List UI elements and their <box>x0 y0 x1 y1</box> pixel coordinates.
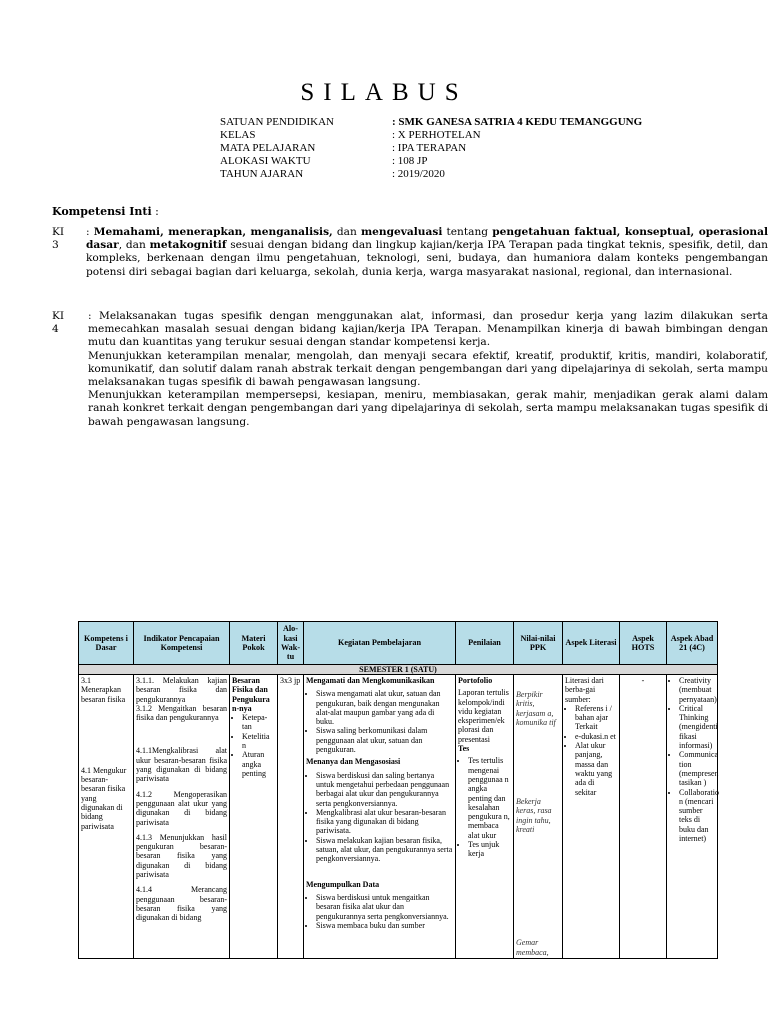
abad21-item: • Critical Thinking (mengidenti fikasi informasi) <box>679 704 715 750</box>
identity-block <box>220 116 642 181</box>
literasi-item: • Alat ukur panjang, massa dan waktu yang ada di sekitar <box>575 741 617 797</box>
ki3-text-1: dan <box>332 226 361 238</box>
indikator-item: 3.1.1. Melakukan kajian besaran fisika dan pengukurannya <box>136 676 227 704</box>
materi-item: • Ketelitia n <box>242 732 275 751</box>
kegiatan-item: • Mengkalibrasi alat ukur besaran-besaran fisika yang digunakan di bidang pariwisata. <box>316 808 453 836</box>
semester-row <box>79 665 718 675</box>
ki4-paragraph-3: Menunjukkan keterampilan mempersepsi, kesiapan, meniru, membiasakan, gerak mahir, menjadikan gerak alami dalam ranah konkret terkait dengan pengembangan dari yang dipelajarinya di sekolah, serta mampu melaksanakan tugas spesifik di bawah pengawasan langsung. <box>88 389 768 428</box>
header-abad21: Aspek Abad 21 (4C) <box>667 622 718 665</box>
cell-kd <box>79 675 134 959</box>
header-indikator: Indikator Pencapaian Kompetensi <box>134 622 230 665</box>
ki3-text-4: sesuai dengan bidang dan lingkup kajian/kerja IPA Terapan pada tingkat teknis, spesifik, detil, dan kompleks, berkenaan dengan ilmu pengetahuan, teknologi, seni, budaya, dan humaniora dalam konteks pengembangan potensi diri sebagai bagian dari keluarga, sekolah, dunia kerja, warga masyarakat nasional, regional, dan internasional. <box>86 239 768 278</box>
penilaian-item: • Tes unjuk kerja <box>468 840 511 859</box>
page-title: SILABUS <box>300 79 468 106</box>
cell-literasi <box>563 675 620 959</box>
indikator-item: 4.1.1Mengkalibrasi alat ukur besaran-besaran fisika yang digunakan di bidang pariwisata <box>136 746 227 784</box>
cell-kegiatan <box>304 675 456 959</box>
ki4-paragraph-2: Menunjukkan keterampilan menalar, mengolah, dan menyaji secara efektif, kreatif, produktif, kritis, mandiri, kolaboratif, komunikatif, dan solutif dalam ranah abstrak terkait dengan pengembangan dari yang dipelajarinya di sekolah, serta mampu melaksanakan tugas spesifik di bawah pengawasan langsung. <box>88 349 768 389</box>
indikator-item: 4.1.3 Menunjukkan hasil pengukuran besaran-besaran fisika yang digunakan di bidang pariwisata <box>136 832 227 880</box>
ki3-bold-2: mengevaluasi <box>360 226 443 238</box>
header-materi: Materi Pokok <box>230 622 278 665</box>
kd-4-1: 4.1 Mengukur besaran-besaran fisika yang digunakan di bidang pariwisata <box>81 765 127 831</box>
kegiatan-heading: Mengumpulkan Data <box>306 879 380 889</box>
ki3-text <box>86 226 768 279</box>
meta-row-kelas <box>220 129 642 142</box>
ki-heading-colon: : <box>151 205 159 218</box>
penilaian-text: Laporan tertulis kelompok/indi vidu kegiatan eksperimen/ek plorasi dan presentasi <box>458 688 509 744</box>
indikator-item: 4.1.4 Merancang penggunaan besaran-besaran fisika yang digunakan di bidang <box>136 885 227 923</box>
cell-waktu: 3x3 jp <box>278 675 304 959</box>
cell-materi <box>230 675 278 959</box>
meta-row-mapel <box>220 142 642 155</box>
ppk-item: Bekerja keras, rasa ingin tahu, kreati <box>516 797 552 835</box>
literasi-item: • Referens i / bahan ajar Terkait <box>575 704 617 732</box>
header-alokasi: Alo-kasi Wak-tu <box>278 622 304 665</box>
meta-label: TAHUN AJARAN <box>220 168 304 180</box>
kegiatan-item: • Siswa berdiskusi dan saling bertanya untuk mengetahui perbedaan penggunaan berbagai alat ukur dan pengukurannya serta pengkonversiannya. <box>316 771 453 808</box>
indikator-item: 3.1.2 Mengaitkan besaran fisika dan pengukurannya <box>136 703 227 723</box>
kegiatan-item: • Siswa berdiskusi untuk mengaitkan besaran fisika alat ukur dan pengukurannya serta pengkonversiannya. <box>316 893 453 921</box>
penilaian-heading: Tes <box>458 744 470 754</box>
meta-value: : SMK GANESA SATRIA 4 KEDU TEMANGGUNG <box>392 116 643 128</box>
meta-value: : 108 JP <box>392 155 428 167</box>
literasi-intro: Literasi dari berba-gai sumber: <box>565 676 604 704</box>
ki3-bold-1: Memahami, menerapkan, menganalisis, <box>93 226 333 238</box>
header-hots: Aspek HOTS <box>620 622 667 665</box>
ki3-text-3: , dan <box>118 239 150 252</box>
meta-label: SATUAN PENDIDIKAN <box>220 116 334 128</box>
meta-row-tahun <box>220 168 642 181</box>
kegiatan-heading: Mengamati dan Mengkomunikasikan <box>306 676 435 685</box>
meta-row-satuan <box>220 116 642 129</box>
ki4-label: KI 4 <box>52 310 65 336</box>
kegiatan-item: • Siswa saling berkomunikasi dalam penggunaan alat ukur, satuan dan pengukuran. <box>316 726 453 754</box>
indikator-item: 4.1.2 Mengoperasikan penggunaan alat ukur yang digunakan di bidang pariwisata <box>136 789 227 827</box>
kegiatan-item: • Siswa melakukan kajian besaran fisika, satuan, alat ukur, dan pengukurannya serta pengkonversiannya. <box>316 836 453 864</box>
meta-value: : X PERHOTELAN <box>392 129 481 141</box>
ki4-text <box>88 310 768 429</box>
ppk-item: Gemar membaca, <box>516 938 549 957</box>
kegiatan-heading: Menanya dan Mengasosiasi <box>306 757 401 767</box>
ki3-bold-3: pengetahuan faktual, konseptual, operasional dasar <box>86 226 768 252</box>
ki-heading <box>52 205 159 218</box>
syllabus-table <box>78 621 718 959</box>
meta-value: : IPA TERAPAN <box>392 142 467 154</box>
meta-row-alokasi <box>220 155 642 168</box>
penilaian-item: • Tes tertulis mengenai penggunaa n angka penting dan kesalahan pengukura n, membaca alat ukur <box>468 756 511 840</box>
kegiatan-item: • Siswa mengamati alat ukur, satuan dan pengukuran, baik dengan mengunakan alat-alat maupun gambar yang ada di buku. <box>316 689 453 726</box>
cell-hots: - <box>620 675 667 959</box>
header-kegiatan: Kegiatan Pembelajaran <box>304 622 456 665</box>
ki4-paragraph-1: : Melaksanakan tugas spesifik dengan menggunakan alat, informasi, dan prosedur kerja yang lazim dilakukan serta memecahkan masalah sesuai dengan bidang kajian/kerja IPA Terapan. Menampilkan kinerja di bawah bimbingan dengan mutu dan kuantitas yang terukur sesuai dengan standar kompetensi kerja. <box>88 310 768 349</box>
kegiatan-item: • Siswa membaca buku dan sumber <box>316 921 453 930</box>
header-kd: Kompetens i Dasar <box>79 622 134 665</box>
literasi-item: • e-dukasi.n et <box>575 732 617 741</box>
ki-heading-text: Kompetensi Inti <box>52 205 152 218</box>
abad21-item: • Communica tion (mempresen tasikan ) <box>679 750 715 787</box>
header-ppk: Nilai-nilai PPK <box>514 622 563 665</box>
cell-indikator <box>134 675 230 959</box>
ki3-bold-4: metakognitif <box>149 239 227 252</box>
cell-abad21 <box>667 675 718 959</box>
abad21-item: • Collaboratio n (mencari sumber teks di buku dan internet) <box>679 788 715 844</box>
ki3-colon: : <box>86 226 94 238</box>
meta-label: ALOKASI WAKTU <box>220 155 311 167</box>
table-header-row <box>79 622 718 665</box>
abad21-item: • Creativity (membuat pernyataan) <box>679 676 715 704</box>
cell-ppk <box>514 675 563 959</box>
ki3-text-2: tentang <box>442 226 493 238</box>
header-penilaian: Penilaian <box>456 622 514 665</box>
meta-value: : 2019/2020 <box>392 168 445 180</box>
table-row <box>79 675 718 959</box>
header-literasi: Aspek Literasi <box>563 622 620 665</box>
meta-label: MATA PELAJARAN <box>220 142 316 154</box>
kd-3-1: 3.1 Menerapkan besaran fisika <box>81 676 126 704</box>
materi-item: • Aturan angka penting <box>242 750 275 778</box>
materi-title: Besaran Fisika dan Pengukura n-nya <box>232 676 270 713</box>
ki3-label: KI 3 <box>52 226 65 252</box>
materi-item: • Ketepa-tan <box>242 713 275 732</box>
penilaian-heading: Portofolio <box>458 676 493 685</box>
meta-label: KELAS <box>220 129 256 141</box>
semester-label: SEMESTER 1 (SATU) <box>79 665 718 675</box>
cell-penilaian <box>456 675 514 959</box>
ppk-item: Berpikir kritis, kerjasam a, komunika tif <box>516 690 556 727</box>
